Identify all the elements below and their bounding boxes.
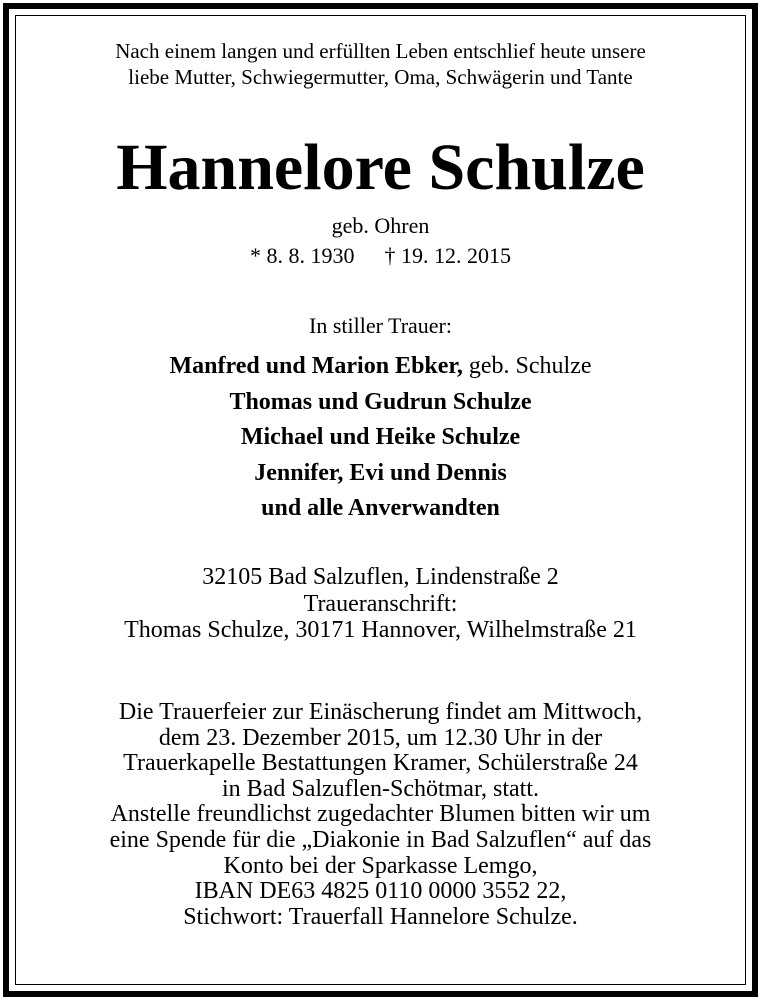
- mail-address-label: Traueranschrift:: [303, 590, 458, 617]
- birth-date: * 8. 8. 1930: [250, 243, 355, 268]
- mourner-maiden-name: geb. Schulze: [462, 353, 592, 379]
- deceased-name: Hannelore Schulze: [116, 131, 645, 204]
- iban-line: IBAN DE63 4825 0110 0000 3552 22,: [194, 878, 567, 905]
- mail-address: Thomas Schulze, 30171 Hannover, Wilhelmstraße 21: [124, 617, 637, 643]
- donation-line: Anstelle freundlichst zugedachter Blumen bitten wir um: [110, 801, 651, 828]
- donation-line: eine Spende für die „Diakonie in Bad Salzuflen“ auf das: [109, 826, 652, 853]
- service-line: in Bad Salzuflen-Schötmar, statt.: [222, 775, 539, 802]
- residence-address: 32105 Bad Salzuflen, Lindenstraße 2: [202, 564, 559, 590]
- intro-line-2: liebe Mutter, Schwiegermutter, Oma, Schwägerin und Tante: [128, 65, 633, 89]
- mourner-line: Jennifer, Evi und Dennis: [254, 459, 507, 486]
- intro-line-1: Nach einem langen und erfüllten Leben entschlief heute unsere: [115, 39, 646, 63]
- mourning-label: In stiller Trauer:: [309, 313, 452, 338]
- service-line: dem 23. Dezember 2015, um 12.30 Uhr in der: [158, 724, 603, 751]
- mourner-line: [20, 349, 741, 385]
- donation-line: Konto bei der Sparkasse Lemgo,: [223, 852, 538, 879]
- mourner-line: und alle Anverwandten: [261, 495, 500, 521]
- life-dates: [20, 242, 741, 269]
- mourner-line: Thomas und Gudrun Schulze: [229, 388, 532, 415]
- intro-text: [20, 38, 741, 90]
- mourner-name: Manfred und Marion Ebker,: [169, 353, 463, 379]
- address-block: [20, 564, 741, 644]
- service-line: Trauerkapelle Bestattungen Kramer, Schülerstraße 24: [123, 750, 638, 777]
- keyword-line: Stichwort: Trauerfall Hannelore Schulze.: [183, 903, 578, 930]
- mourner-line: Michael und Heike Schulze: [240, 424, 521, 450]
- death-date: † 19. 12. 2015: [384, 243, 511, 268]
- service-details: [20, 700, 741, 930]
- mourners-list: [20, 349, 741, 527]
- maiden-name: geb. Ohren: [331, 213, 430, 238]
- service-line: Die Trauerfeier zur Einäscherung findet am Mittwoch,: [118, 699, 643, 725]
